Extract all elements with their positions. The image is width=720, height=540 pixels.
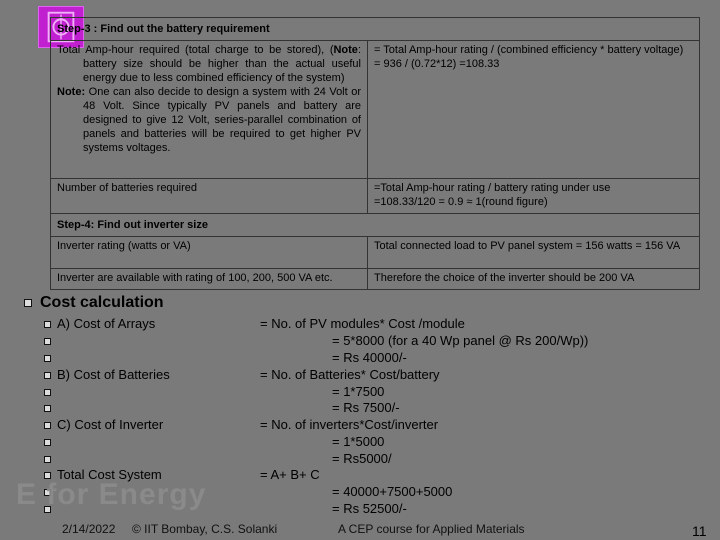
step4-row1-right [368, 237, 700, 269]
amp-hour-text [57, 43, 361, 85]
cost-total-calc: = 40000+7500+5000 [332, 484, 453, 499]
cost-arrays-label: A) Cost of Arrays [57, 316, 156, 331]
note2-label: Note: [57, 86, 86, 98]
cost-arrays-formula: = No. of PV modules* Cost /module [260, 316, 465, 331]
cost-arrays-result: = Rs 40000/- [332, 350, 407, 365]
checkbox-bullet-icon [44, 338, 51, 345]
list-item [44, 350, 57, 367]
amp-hour-p1: Total Amp-hour required (total charge to be stored), [57, 44, 325, 56]
checkbox-bullet-icon [44, 405, 51, 412]
cost-batteries-label: B) Cost of Batteries [57, 367, 170, 382]
step3-header-row [51, 18, 700, 41]
cost-batteries-calc: = 1*7500 [332, 384, 385, 399]
step3-row-amp-hour [51, 41, 700, 179]
step3-row-batteries [51, 179, 700, 214]
list-item [44, 384, 57, 401]
cost-total-result: = Rs 52500/- [332, 501, 407, 516]
step3-row1-left [51, 41, 368, 179]
list-item [44, 400, 57, 417]
list-item [44, 434, 57, 451]
list-item [44, 316, 155, 333]
battery-count-formula: =Total Amp-hour rating / battery rating under use [374, 182, 611, 194]
footer-date: 2/14/2022 [62, 522, 116, 536]
note1-text: : battery size should be higher than the actual useful energy due to less combined efficiency of the system) [83, 44, 361, 84]
step4-title: Step-4: Find out inverter size [51, 214, 700, 237]
cost-inverter-result: = Rs5000/ [332, 451, 392, 466]
step3-title: Step-3 : Find out the battery requirement [51, 18, 700, 41]
checkbox-bullet-icon [24, 299, 32, 307]
battery-count-calc: =108.33/120 = 0.9 ≈ 1(round figure) [374, 196, 548, 208]
step4-row1-left: Inverter rating (watts or VA) [51, 237, 368, 269]
amp-hour-rating-calc: = 936 / (0.72*12) =108.33 [374, 58, 500, 70]
list-item [44, 367, 170, 384]
amp-hour-rating-formula: = Total Amp-hour rating / (combined efficiency * battery voltage) [374, 44, 684, 56]
checkbox-bullet-icon [44, 456, 51, 463]
step4-row2-right: Therefore the choice of the inverter should be 200 VA [368, 269, 700, 290]
list-item [44, 417, 163, 434]
checkbox-bullet-icon [44, 439, 51, 446]
step3-row1-right [368, 41, 700, 179]
step3-row2-right [368, 179, 700, 214]
e-for-energy-watermark: E for Energy [16, 478, 207, 511]
list-item [44, 333, 57, 350]
step4-row-rating [51, 237, 700, 269]
note1-open: ( [329, 44, 334, 56]
footer-course: A CEP course for Applied Materials [338, 522, 525, 536]
checkbox-bullet-icon [44, 321, 51, 328]
cost-total-formula: = A+ B+ C [260, 467, 320, 482]
cost-title-text: Cost calculation [40, 294, 164, 311]
note2-body: One can also decide to design a system with 24 Volt or 48 Volt. Since typically PV panels and battery are designed to give 12 Volt, series-parallel combination of panels and batteries will be required to get higher PV systems voltages. [83, 86, 361, 154]
inverter-load-text: Total connected load to PV panel system = 156 watts = 156 VA [374, 240, 681, 252]
step4-header-row [51, 214, 700, 237]
list-item [44, 451, 57, 468]
checkbox-bullet-icon [44, 372, 51, 379]
checkbox-bullet-icon [44, 389, 51, 396]
step4-row-available [51, 269, 700, 290]
footer-copyright: © IIT Bombay, C.S. Solanki [132, 522, 278, 536]
note1-label: Note [333, 44, 358, 56]
checkbox-bullet-icon [44, 422, 51, 429]
cost-inverter-calc: = 1*5000 [332, 434, 385, 449]
cost-inverter-label: C) Cost of Inverter [57, 417, 164, 432]
step3-row2-left: Number of batteries required [51, 179, 368, 214]
cost-inverter-formula: = No. of inverters*Cost/inverter [260, 417, 439, 432]
page-number: 11 [692, 523, 707, 539]
cost-batteries-result: = Rs 7500/- [332, 400, 400, 415]
cost-total-label: Total Cost System [57, 467, 162, 482]
battery-inverter-table [50, 17, 700, 290]
checkbox-bullet-icon [44, 355, 51, 362]
cost-arrays-calc: = 5*8000 (for a 40 Wp panel @ Rs 200/Wp)) [332, 333, 589, 348]
step4-row2-left: Inverter are available with rating of 100, 200, 500 VA etc. [51, 269, 368, 290]
cost-calculation-heading [24, 294, 164, 312]
cost-batteries-formula: = No. of Batteries* Cost/battery [260, 367, 440, 382]
note2-text [57, 85, 361, 155]
